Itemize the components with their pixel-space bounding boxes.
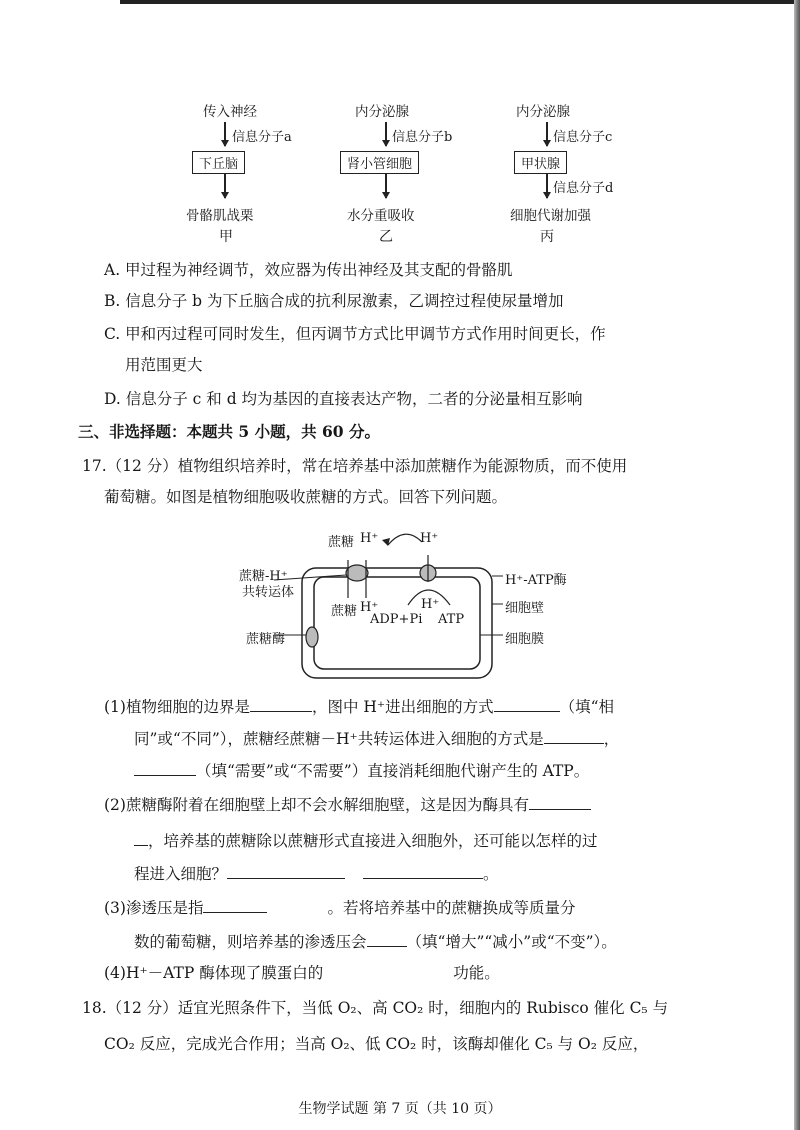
answer-blank[interactable] — [227, 862, 345, 879]
answer-blank[interactable] — [544, 727, 604, 744]
q17-stem-line2: 葡萄糖。如图是植物细胞吸收蔗糖的方式。回答下列问题。 — [104, 488, 508, 506]
answer-blank[interactable] — [323, 962, 453, 978]
section-title: 三、非选择题：本题共 5 小题，共 60 分。 — [78, 422, 380, 441]
arrow-icon — [385, 174, 387, 198]
scan-top-edge — [120, 0, 800, 4]
flow-yi-bottom: 水分重吸收 — [347, 208, 415, 224]
arrow-icon — [224, 122, 226, 146]
q16-option-c: C. 甲和丙过程可同时发生，但丙调节方式比甲调节方式作用时间更长，作 — [104, 325, 606, 343]
answer-blank[interactable] — [494, 695, 560, 712]
label-atp: ATP — [438, 612, 465, 627]
arrow-icon — [224, 174, 226, 198]
q17-sub4 — [104, 962, 500, 984]
answer-blank[interactable] — [367, 930, 407, 947]
flow-bing-tag: 丙 — [540, 229, 554, 245]
q17-sub2-line1 — [104, 793, 591, 816]
flow-bing-signal-d: 信息分子d — [553, 181, 614, 196]
flow-bing-top: 内分泌腺 — [516, 104, 570, 120]
flow-jia — [180, 100, 280, 120]
cotransporter-icon — [346, 565, 368, 581]
q17-p2c: 程进入细胞？ — [134, 865, 228, 883]
q17-p1a: (1)植物细胞的边界是 — [104, 698, 250, 716]
q17-p3c: 数的葡萄糖，则培养基的渗透压会 — [134, 933, 367, 951]
flow-yi-signal: 信息分子b — [392, 130, 453, 145]
answer-blank[interactable] — [134, 829, 148, 846]
q17-p1e: ， — [603, 730, 620, 748]
q17-p1d: 同”或“不同”），蔗糖经蔗糖－H⁺共转运体进入细胞的方式是 — [134, 730, 544, 748]
label-sucrase: 蔗糖酶 — [246, 632, 286, 647]
flow-jia-signal: 信息分子a — [232, 130, 292, 145]
q17-sub1-line1 — [104, 695, 614, 718]
q17-sub3-line1 — [104, 896, 575, 919]
q16-option-c-cont: 用范围更大 — [125, 356, 203, 374]
q17-p3b: 。若将培养基中的蔗糖换成等质量分 — [327, 899, 576, 917]
q17-p1c: （填“相 — [559, 698, 615, 716]
q17-p3d: （填“增大”“减小”或“不变”）。 — [406, 933, 617, 951]
label-h-out: H⁺ — [360, 531, 379, 546]
flow-bing-box: 甲状腺 — [514, 151, 567, 174]
q17-p4b: 功能。 — [453, 964, 500, 982]
page-footer: 生物学试题 第 7 页（共 10 页） — [298, 1101, 502, 1117]
label-sucrose-in: 蔗糖 — [331, 604, 358, 619]
q17-sub1-line2 — [134, 727, 619, 750]
answer-blank[interactable] — [203, 896, 267, 913]
q17-stem-line1: 17.（12 分）植物组织培养时，常在培养基中添加蔗糖作为能源物质，而不使用 — [82, 457, 628, 475]
q18-stem-line2: CO₂ 反应，完成光合作用；当高 O₂、低 CO₂ 时，该酶却催化 C₅ 与 O₂ 反应， — [104, 1035, 649, 1053]
flow-jia-box: 下丘脑 — [192, 151, 245, 174]
q16-option-a: A. 甲过程为神经调节，效应器为传出神经及其支配的骨骼肌 — [104, 261, 513, 279]
flow-yi-tag: 乙 — [379, 229, 393, 245]
q17-p1b: ，图中 H⁺进出细胞的方式 — [311, 698, 494, 716]
q17-p2b: ，培养基的蔗糖除以蔗糖形式直接进入细胞外，还可能以怎样的过 — [148, 832, 598, 850]
sucrase-icon — [306, 627, 318, 647]
label-cell-membrane: 细胞膜 — [505, 632, 545, 647]
label-sucrose-out: 蔗糖 — [328, 535, 355, 550]
q18-stem-line1: 18.（12 分）适宜光照条件下，当低 O₂、高 CO₂ 时，细胞内的 Rubisco 催化 C₅ 与 — [82, 999, 669, 1017]
label-h-top: H⁺ — [420, 531, 439, 546]
q17-sub3-line2 — [134, 930, 617, 953]
label-cotransporter: 蔗糖-H⁺ — [239, 569, 288, 584]
label-h-in2: H⁺ — [421, 597, 440, 612]
label-atpase: H⁺-ATP酶 — [505, 573, 567, 588]
answer-blank[interactable] — [250, 695, 312, 712]
q17-p4a: (4)H⁺－ATP 酶体现了膜蛋白的 — [104, 964, 324, 982]
answer-blank[interactable] — [529, 793, 591, 810]
flow-yi-top: 内分泌腺 — [355, 104, 409, 120]
answer-blank[interactable] — [134, 759, 196, 776]
flow-bing-signal-c: 信息分子c — [553, 130, 613, 145]
label-h-in: H⁺ — [360, 600, 379, 615]
q17-sub2-line2 — [134, 829, 598, 852]
flow-jia-tag: 甲 — [219, 229, 233, 245]
q16-option-d: D. 信息分子 c 和 d 均为基因的直接表达产物，二者的分泌量相互影响 — [104, 390, 583, 408]
arrow-icon — [546, 122, 548, 146]
label-cotransporter2: 共转运体 — [242, 585, 295, 600]
arrow-icon — [385, 122, 387, 146]
arrow-icon — [546, 174, 548, 198]
q16-option-b: B. 信息分子 b 为下丘脑合成的抗利尿激素，乙调控过程使尿量增加 — [104, 292, 564, 310]
label-adp: ADP+Pi — [370, 612, 423, 627]
flow-jia-bottom: 骨骼肌战栗 — [186, 208, 254, 224]
q17-p3a: (3)渗透压是指 — [104, 899, 204, 917]
label-cell-wall: 细胞壁 — [505, 601, 545, 616]
h-return-arrow — [388, 534, 422, 545]
q17-sub2-line3 — [134, 862, 499, 885]
flow-jia-top: 传入神经 — [203, 104, 257, 120]
q17-p1f: （填“需要”或“不需要”）直接消耗细胞代谢产生的 ATP。 — [196, 762, 590, 780]
answer-blank[interactable] — [363, 862, 483, 879]
q17-sub1-line3 — [134, 759, 589, 782]
flow-yi-box: 肾小管细胞 — [340, 151, 419, 174]
q17-p2a: (2)蔗糖酶附着在细胞壁上却不会水解细胞壁，这是因为酶具有 — [104, 796, 529, 814]
flow-bing-bottom: 细胞代谢加强 — [510, 208, 591, 224]
scan-right-edge — [794, 0, 800, 1130]
q17-p2d: 。 — [483, 865, 499, 883]
